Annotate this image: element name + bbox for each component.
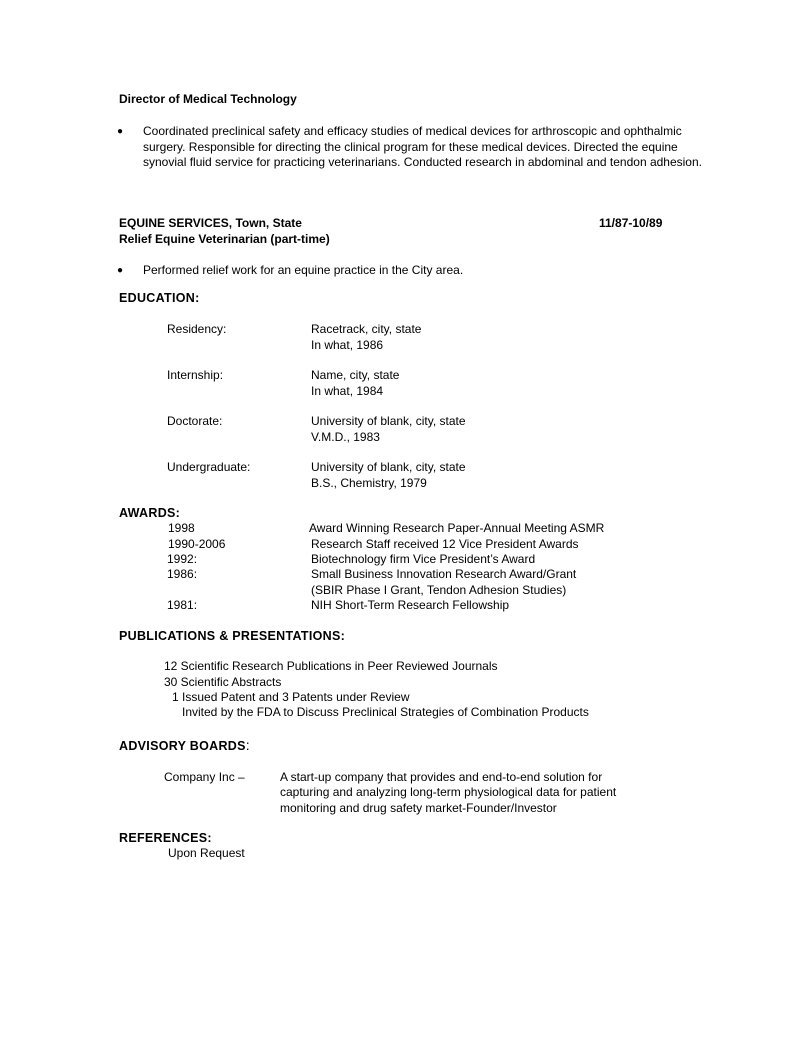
award-text: Award Winning Research Paper-Annual Meeting ASMR [309, 521, 605, 535]
award-year: 1992: [167, 552, 198, 566]
bullet-icon: ● [117, 126, 124, 137]
award-year: 1986: [167, 567, 198, 581]
award-year: 1981: [167, 598, 198, 612]
job-title-director: Director of Medical Technology [119, 92, 297, 106]
education-label: Internship: [167, 368, 224, 382]
education-detail: Racetrack, city, state [311, 322, 422, 336]
award-year: 1990-2006 [168, 537, 226, 551]
education-detail: University of blank, city, state [311, 414, 466, 428]
publication-item: Invited by the FDA to Discuss Preclinical Strategies of Combination Products [182, 705, 589, 719]
award-text: Small Business Innovation Research Award/Grant [311, 567, 577, 581]
job1-bullet-text: Coordinated preclinical safety and efficacy studies of medical devices for arthroscopic and ophthalmic surgery. Responsible for directing the clinical program for these medical devices. Directed the equine synovial fluid service for practicing veterinarians. Conducted research in abdominal and tendon adhesion. [143, 124, 702, 169]
advisory-description: A start-up company that provides and end-to-end solution for [280, 770, 603, 784]
publication-item: 1 Issued Patent and 3 Patents under Review [172, 690, 410, 704]
employment-dates: 11/87-10/89 [599, 216, 663, 230]
education-label: Undergraduate: [167, 460, 251, 474]
advisory-heading-colon: : [245, 737, 250, 753]
education-label: Residency: [167, 322, 227, 336]
education-degree: V.M.D., 1983 [311, 430, 380, 444]
job2-bullet-text: Performed relief work for an equine practice in the City area. [143, 263, 464, 277]
employer-equine-services: EQUINE SERVICES, Town, State [119, 216, 302, 230]
education-degree: In what, 1984 [311, 384, 384, 398]
education-detail: Name, city, state [311, 368, 400, 382]
education-heading: EDUCATION: [119, 291, 200, 305]
award-text: (SBIR Phase I Grant, Tendon Adhesion Studies) [311, 583, 567, 597]
references-text: Upon Request [168, 846, 245, 860]
award-text: Biotechnology firm Vice President’s Award [311, 552, 536, 566]
award-year: 1998 [168, 521, 195, 535]
job-title-relief-vet: Relief Equine Veterinarian (part-time) [119, 232, 330, 246]
publication-item: 12 Scientific Research Publications in Peer Reviewed Journals [164, 659, 498, 673]
publications-heading: PUBLICATIONS & PRESENTATIONS: [119, 629, 346, 643]
award-text: Research Staff received 12 Vice President Awards [311, 537, 579, 551]
award-text: NIH Short-Term Research Fellowship [311, 598, 510, 612]
advisory-heading [119, 738, 250, 754]
advisory-description: monitoring and drug safety market-Founder/Investor [280, 801, 557, 815]
education-detail: University of blank, city, state [311, 460, 466, 474]
education-label: Doctorate: [167, 414, 223, 428]
publication-item: 30 Scientific Abstracts [164, 675, 282, 689]
references-heading: REFERENCES: [119, 831, 212, 845]
bullet-icon: ● [117, 265, 124, 276]
education-degree: B.S., Chemistry, 1979 [311, 476, 427, 490]
advisory-company: Company Inc – [164, 770, 245, 784]
awards-heading: AWARDS: [119, 506, 181, 520]
advisory-heading-text: ADVISORY BOARDS [119, 739, 246, 753]
education-degree: In what, 1986 [311, 338, 384, 352]
advisory-description: capturing and analyzing long-term physiological data for patient [280, 785, 617, 799]
